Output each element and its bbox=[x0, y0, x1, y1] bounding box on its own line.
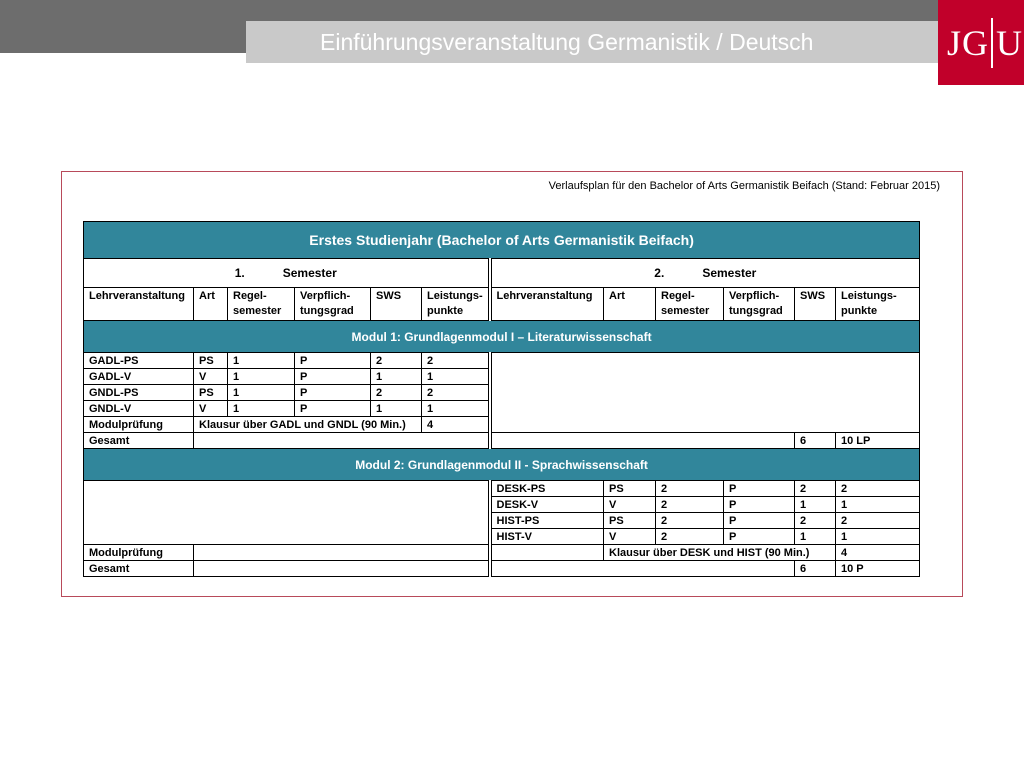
module-2-row bbox=[84, 449, 920, 481]
col-header: Lehrveranstaltung bbox=[490, 288, 604, 321]
exam-points: 4 bbox=[836, 545, 920, 561]
course-semester: 1 bbox=[228, 353, 295, 369]
course-code: HIST-V bbox=[490, 529, 604, 545]
col-header: Verpflich- tungsgrad bbox=[295, 288, 371, 321]
total-empty bbox=[490, 561, 795, 577]
course-semester: 1 bbox=[228, 385, 295, 401]
semester-row bbox=[84, 259, 920, 288]
col-header: Leistungs- punkte bbox=[422, 288, 490, 321]
col-header: Verpflich- tungsgrad bbox=[724, 288, 795, 321]
empty-semester-1-block bbox=[84, 481, 490, 545]
exam-points: 4 bbox=[422, 417, 490, 433]
col-header: SWS bbox=[795, 288, 836, 321]
logo-text-right: U bbox=[996, 23, 1022, 63]
course-points: 1 bbox=[836, 497, 920, 513]
course-obligation: P bbox=[295, 401, 371, 417]
total-empty bbox=[194, 561, 490, 577]
course-points: 2 bbox=[422, 353, 490, 369]
empty-semester-2-block bbox=[490, 353, 920, 433]
total-label: Gesamt bbox=[84, 433, 194, 449]
course-points: 2 bbox=[422, 385, 490, 401]
col-header: SWS bbox=[371, 288, 422, 321]
module-2-title: Modul 2: Grundlagenmodul II - Sprachwissenschaft bbox=[84, 449, 920, 481]
total-row bbox=[84, 433, 920, 449]
course-points: 1 bbox=[836, 529, 920, 545]
col-header: Art bbox=[604, 288, 656, 321]
table-title-row bbox=[84, 222, 920, 259]
table-row bbox=[84, 481, 920, 497]
course-type: V bbox=[604, 497, 656, 513]
total-sws: 6 bbox=[795, 561, 836, 577]
exam-empty bbox=[490, 545, 604, 561]
course-semester: 1 bbox=[228, 369, 295, 385]
exam-text: Klausur über DESK und HIST (90 Min.) bbox=[604, 545, 836, 561]
exam-row bbox=[84, 545, 920, 561]
course-obligation: P bbox=[295, 385, 371, 401]
document-caption: Verlaufsplan für den Bachelor of Arts Germanistik Beifach (Stand: Februar 2015) bbox=[548, 180, 940, 192]
jgu-logo bbox=[938, 0, 1024, 85]
course-sws: 2 bbox=[371, 353, 422, 369]
logo-text-left: JG bbox=[947, 23, 990, 63]
course-sws: 1 bbox=[371, 369, 422, 385]
course-obligation: P bbox=[295, 353, 371, 369]
course-obligation: P bbox=[724, 481, 795, 497]
course-sws: 1 bbox=[795, 497, 836, 513]
col-header: Lehrveranstaltung bbox=[84, 288, 194, 321]
course-sws: 2 bbox=[371, 385, 422, 401]
table-title: Erstes Studienjahr (Bachelor of Arts Germanistik Beifach) bbox=[84, 222, 920, 259]
total-empty bbox=[490, 433, 795, 449]
course-type: V bbox=[194, 369, 228, 385]
semester-2-label: Semester bbox=[702, 266, 757, 280]
semester-2-header bbox=[490, 259, 920, 288]
slide-title: Einführungsveranstaltung Germanistik / Deutsch bbox=[320, 29, 814, 55]
exam-label: Modulprüfung bbox=[84, 417, 194, 433]
course-obligation: P bbox=[724, 529, 795, 545]
course-sws: 2 bbox=[795, 481, 836, 497]
course-obligation: P bbox=[724, 497, 795, 513]
total-label: Gesamt bbox=[84, 561, 194, 577]
exam-empty bbox=[194, 545, 490, 561]
course-sws: 1 bbox=[795, 529, 836, 545]
col-header: Art bbox=[194, 288, 228, 321]
col-header: Regel- semester bbox=[228, 288, 295, 321]
course-code: DESK-PS bbox=[490, 481, 604, 497]
table-row bbox=[84, 353, 920, 369]
document-frame bbox=[61, 171, 963, 597]
course-semester: 2 bbox=[656, 529, 724, 545]
module-1-row bbox=[84, 321, 920, 353]
total-points: 10 LP bbox=[836, 433, 920, 449]
course-type: PS bbox=[604, 481, 656, 497]
total-row bbox=[84, 561, 920, 577]
course-points: 2 bbox=[836, 513, 920, 529]
course-code: GNDL-PS bbox=[84, 385, 194, 401]
course-points: 1 bbox=[422, 369, 490, 385]
total-points: 10 P bbox=[836, 561, 920, 577]
course-obligation: P bbox=[295, 369, 371, 385]
exam-text: Klausur über GADL und GNDL (90 Min.) bbox=[194, 417, 422, 433]
course-semester: 1 bbox=[228, 401, 295, 417]
course-code: DESK-V bbox=[490, 497, 604, 513]
semester-1-label: Semester bbox=[282, 266, 337, 280]
course-code: GADL-V bbox=[84, 369, 194, 385]
course-points: 1 bbox=[422, 401, 490, 417]
course-type: V bbox=[194, 401, 228, 417]
col-header: Leistungs- punkte bbox=[836, 288, 920, 321]
course-semester: 2 bbox=[656, 497, 724, 513]
total-empty bbox=[194, 433, 490, 449]
column-header-row bbox=[84, 288, 920, 321]
course-code: HIST-PS bbox=[490, 513, 604, 529]
course-points: 2 bbox=[836, 481, 920, 497]
semester-2-number: 2. bbox=[654, 266, 665, 280]
module-1-title: Modul 1: Grundlagenmodul I – Literaturwissenschaft bbox=[84, 321, 920, 353]
course-code: GNDL-V bbox=[84, 401, 194, 417]
logo-divider bbox=[991, 18, 993, 68]
course-sws: 2 bbox=[795, 513, 836, 529]
col-header: Regel- semester bbox=[656, 288, 724, 321]
exam-label: Modulprüfung bbox=[84, 545, 194, 561]
course-type: PS bbox=[194, 353, 228, 369]
course-sws: 1 bbox=[371, 401, 422, 417]
study-plan-table bbox=[83, 221, 920, 577]
semester-1-header bbox=[84, 259, 490, 288]
semester-1-number: 1. bbox=[234, 266, 245, 280]
total-sws: 6 bbox=[795, 433, 836, 449]
course-type: PS bbox=[194, 385, 228, 401]
course-obligation: P bbox=[724, 513, 795, 529]
course-semester: 2 bbox=[656, 481, 724, 497]
course-type: PS bbox=[604, 513, 656, 529]
course-type: V bbox=[604, 529, 656, 545]
course-semester: 2 bbox=[656, 513, 724, 529]
course-code: GADL-PS bbox=[84, 353, 194, 369]
